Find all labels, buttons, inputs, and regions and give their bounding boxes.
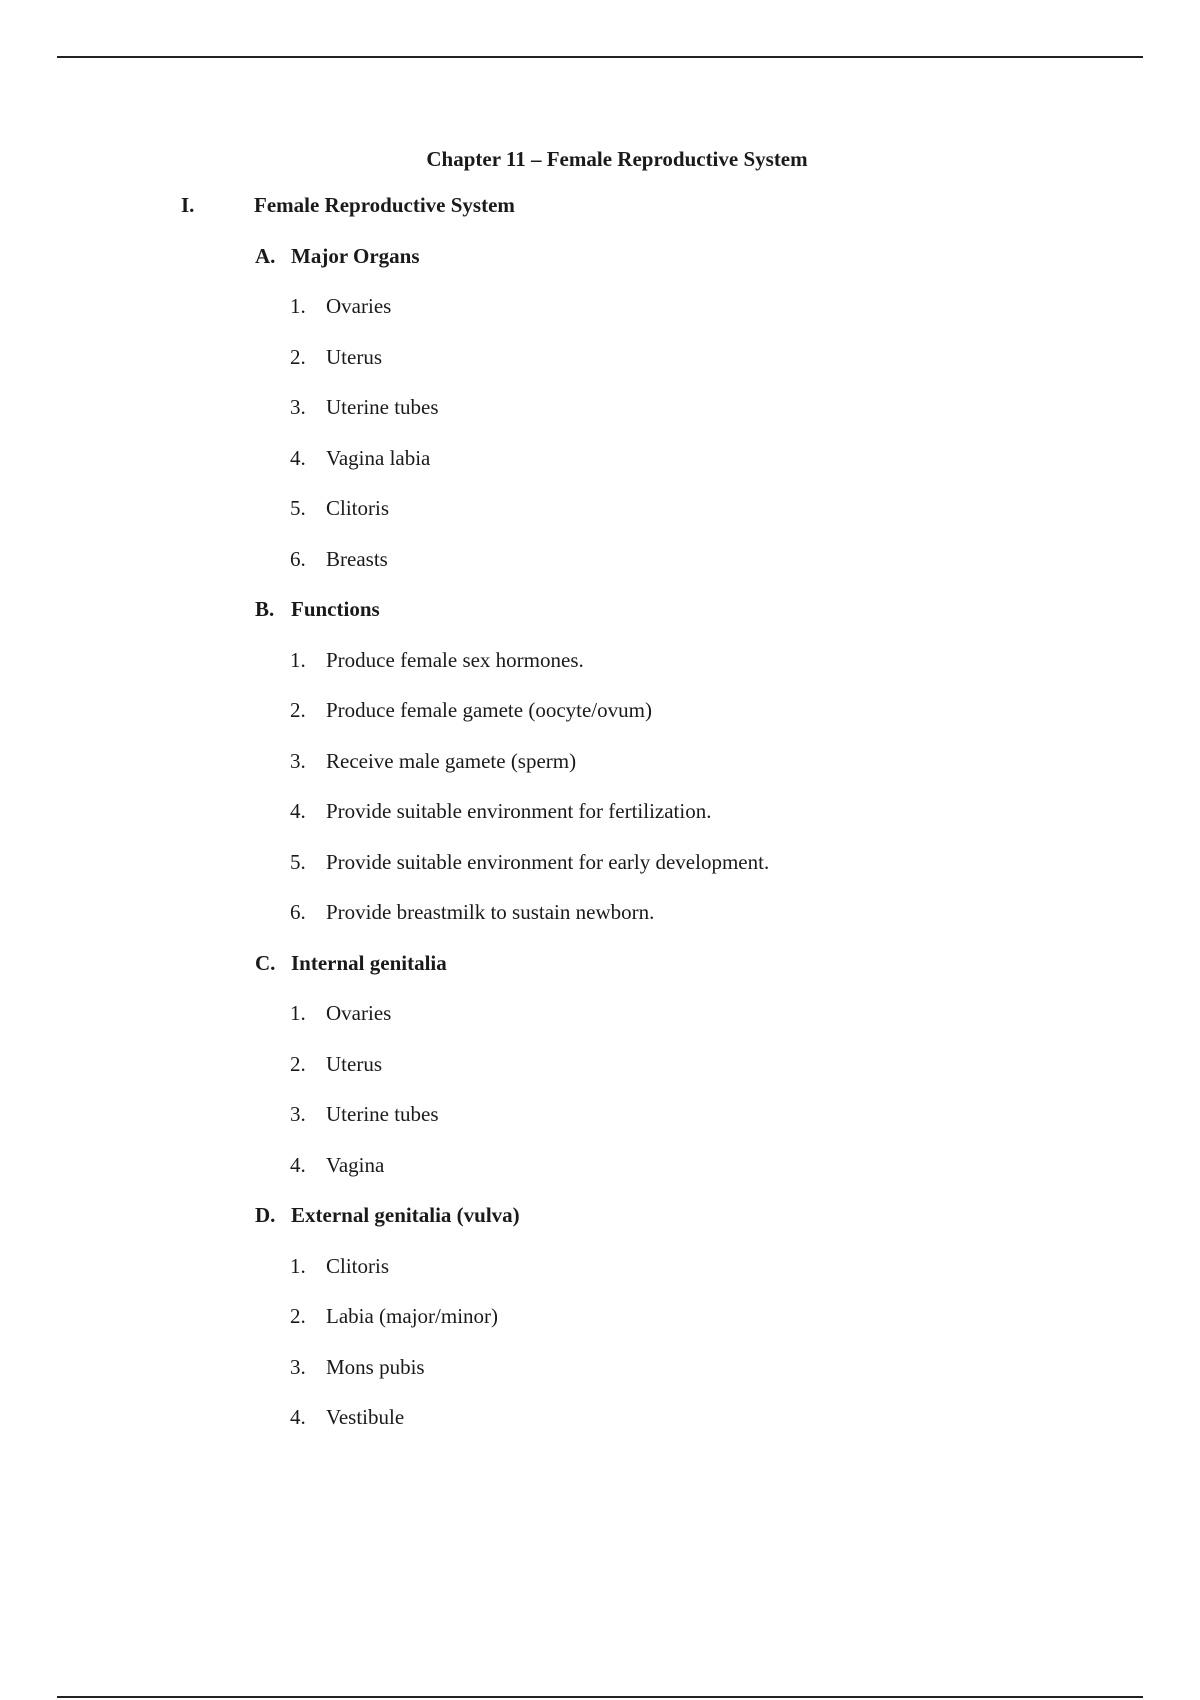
list-item-text: Vagina labia (326, 445, 431, 470)
section-heading-marker: I. (181, 193, 195, 217)
list-item-text: Provide breastmilk to sustain newborn. (326, 900, 655, 924)
list-item-marker: 2. (290, 1051, 306, 1076)
list-item-marker: 1. (290, 1253, 306, 1278)
subsection-heading-marker: D. (255, 1203, 276, 1227)
chapter-title: Chapter 11 – Female Reproductive System (426, 147, 808, 171)
list-item-marker: 3. (290, 1102, 306, 1126)
list-item-text: Produce female sex hormones. (326, 647, 584, 672)
list-item-marker: 5. (290, 496, 306, 520)
list-item-text: Ovaries (326, 1001, 392, 1025)
list-item-marker: 2. (290, 1304, 306, 1328)
list-item-marker: 4. (290, 799, 306, 823)
list-item-text: Labia (major/minor) (326, 1304, 499, 1328)
list-item-marker: 3. (290, 1354, 306, 1379)
list-item-text: Uterus (326, 344, 382, 369)
list-item-marker: 5. (290, 849, 306, 874)
list-item-marker: 4. (290, 1152, 306, 1177)
list-item-marker: 4. (290, 445, 306, 470)
subsection-heading-text: External genitalia (vulva) (291, 1203, 520, 1227)
list-item-marker: 3. (290, 395, 306, 419)
list-item-text: Clitoris (326, 496, 390, 520)
list-item-text: Provide suitable environment for early development. (326, 849, 770, 874)
subsection-heading-marker: C. (255, 950, 276, 975)
subsection-heading-marker: A. (255, 243, 276, 268)
list-item-marker: 6. (290, 546, 306, 571)
list-item-marker: 1. (290, 1001, 306, 1025)
list-item-text: Ovaries (326, 294, 392, 318)
list-item-marker: 2. (290, 698, 306, 722)
subsection-heading-text: Internal genitalia (291, 950, 447, 975)
subsection-heading-text: Major Organs (291, 243, 420, 268)
list-item-text: Vestibule (326, 1405, 405, 1429)
list-item-marker: 2. (290, 344, 306, 369)
top-rule (57, 56, 1143, 58)
list-item-marker: 1. (290, 647, 306, 672)
subsection-heading-text: Functions (291, 597, 380, 621)
list-item-marker: 1. (290, 294, 306, 318)
list-item-text: Uterine tubes (326, 395, 439, 419)
list-item-text: Produce female gamete (oocyte/ovum) (326, 698, 652, 722)
list-item-text: Clitoris (326, 1253, 390, 1278)
list-item-text: Uterus (326, 1051, 382, 1076)
list-item-text: Vagina (326, 1152, 385, 1177)
bottom-rule (57, 1696, 1143, 1698)
list-item-text: Provide suitable environment for fertilization. (326, 799, 712, 823)
subsection-heading-marker: B. (255, 597, 275, 621)
list-item-marker: 4. (290, 1405, 306, 1429)
list-item-marker: 6. (290, 900, 306, 924)
list-item-text: Uterine tubes (326, 1102, 439, 1126)
section-heading-text: Female Reproductive System (254, 193, 515, 217)
list-item-text: Receive male gamete (sperm) (326, 748, 577, 773)
list-item-marker: 3. (290, 748, 306, 773)
list-item-text: Breasts (326, 546, 388, 571)
list-item-text: Mons pubis (326, 1354, 425, 1379)
